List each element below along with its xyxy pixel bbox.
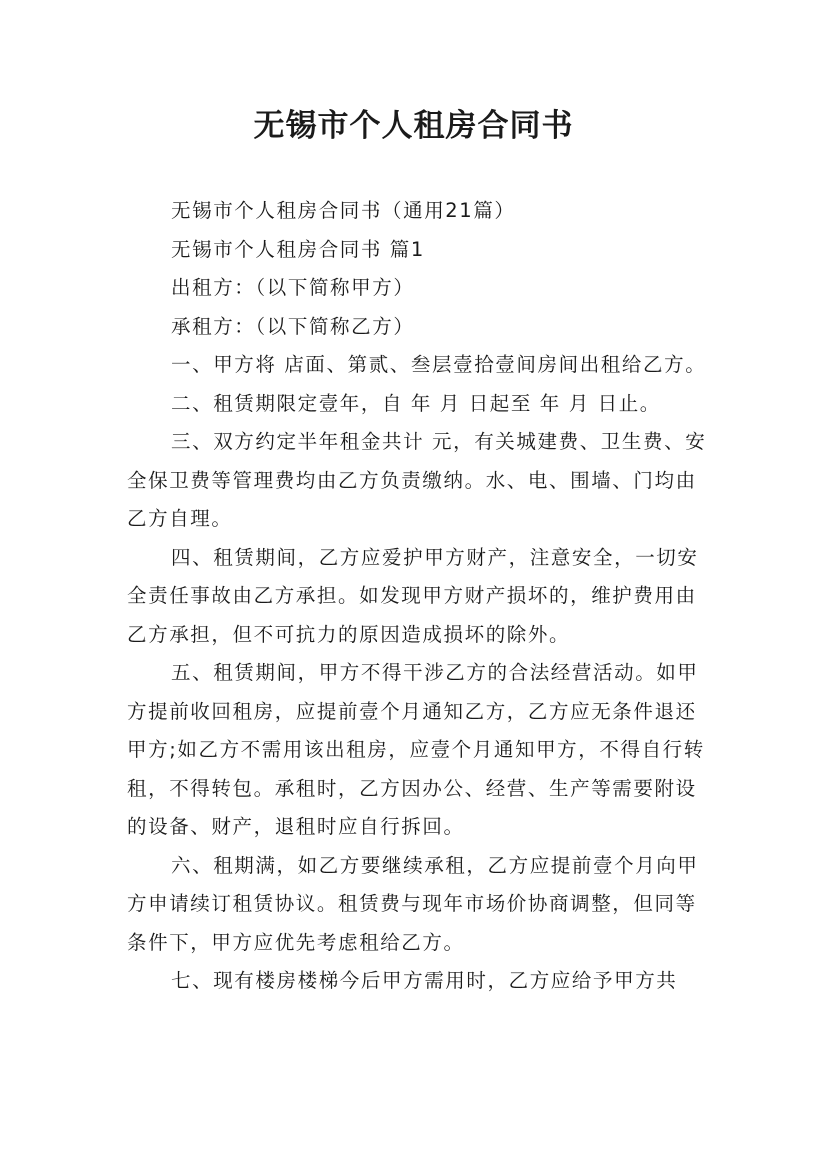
paragraph-lessee: 承租方：（以下简称乙方）	[171, 314, 415, 338]
clause-7: 七、现有楼房楼梯今后甲方需用时，乙方应给予甲方共	[171, 969, 678, 992]
clause-5: 五、租赁期间，甲方不得干涉乙方的合法经营活动。如甲方提前收回租房，应提前壹个月通知乙方，乙方应无条件退还甲方;如乙方不需用该出租房，应壹个月通知甲方，不得自行转租，不得转包。承租时，乙方因办公、经营、生产等需要附设的设备、财产，退租时应自行拆回。	[127, 661, 705, 838]
document-title: 无锡市个人租房合同书	[253, 108, 574, 144]
document-body	[127, 192, 707, 1001]
paragraph-lessor: 出租方：（以下简称甲方）	[171, 276, 415, 299]
clause-2: 二、租赁期限定壹年，自 年 月 日起至 年 月 日止。	[171, 391, 661, 415]
paragraph-heading: 无锡市个人租房合同书（通用21篇）	[171, 199, 516, 222]
clause-6: 六、租期满，如乙方要继续承租，乙方应提前壹个月向甲方申请续订租赁协议。租赁费与现年市场价协商调整，但同等条件下，甲方应优先考虑租给乙方。	[127, 853, 699, 954]
clause-3: 三、双方约定半年租金共计 元，有关城建费、卫生费、安全保卫费等管理费均由乙方负责缴纳。水、电、围墙、门均由乙方自理。	[127, 430, 707, 530]
clause-1: 一、甲方将 店面、第贰、叁层壹拾壹间房间出租给乙方。	[171, 353, 707, 376]
clause-4: 四、租赁期间，乙方应爱护甲方财产，注意安全，一切安全责任事故由乙方承担。如发现甲方财产损坏的，维护费用由乙方承担，但不可抗力的原因造成损坏的除外。	[127, 545, 699, 646]
paragraph-subheading: 无锡市个人租房合同书 篇1	[171, 237, 425, 261]
